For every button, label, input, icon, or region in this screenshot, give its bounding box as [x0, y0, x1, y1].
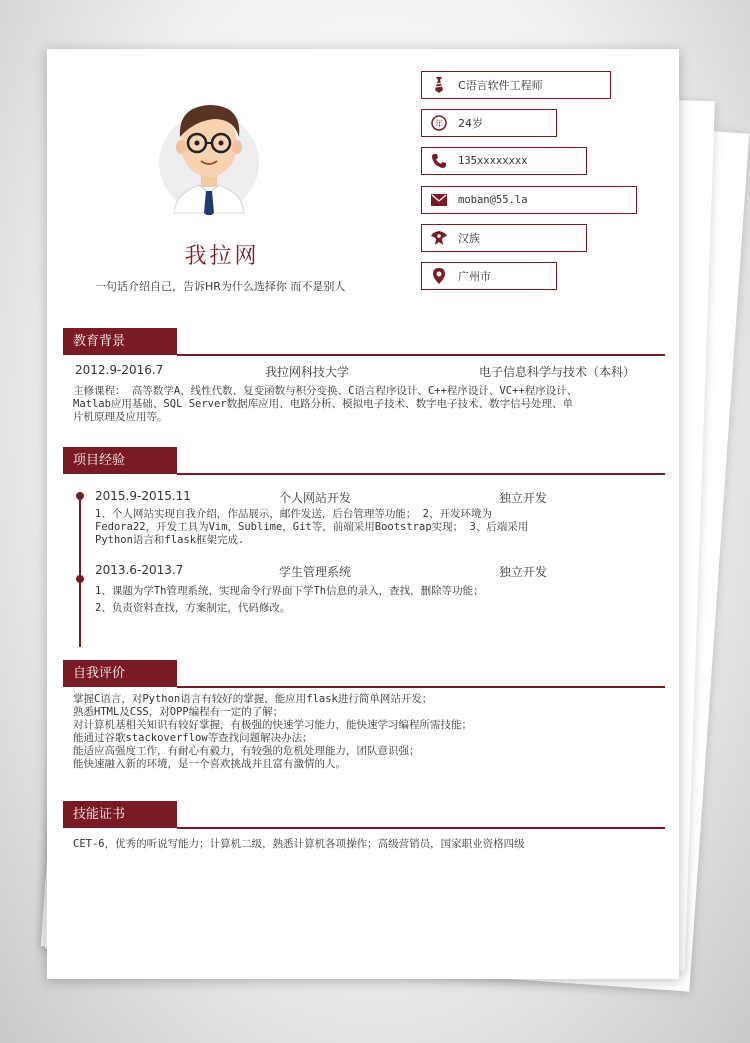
job-title-box [421, 71, 611, 99]
location-icon [430, 267, 448, 285]
section-divider [177, 473, 665, 475]
timeline-dot [76, 575, 84, 583]
section-skills-header: 技能证书 [63, 801, 177, 828]
description-line: 1、个人网站实现自我介绍，作品展示，邮件发送，后台管理等功能； 2、开发环境为 [95, 508, 492, 520]
self-eval-line: 掌握C语言，对Python语言有较好的掌握，能应用flask进行简单网站开发； [73, 693, 433, 705]
description-line: Python语言和flask框架完成. [95, 534, 245, 546]
ethnicity: 汉族 [458, 232, 480, 245]
self-eval-line: 能快速融入新的环境，是一个喜欢挑战并且富有激情的人。 [73, 758, 346, 770]
candidate-name: 我拉网 [184, 244, 260, 269]
section-divider [177, 354, 665, 356]
phone-box [421, 147, 587, 175]
age-box [421, 109, 557, 137]
section-divider [177, 827, 665, 829]
city: 广州市 [458, 270, 491, 283]
education-school: 我拉网科技大学 [265, 365, 350, 379]
job-title: C语言软件工程师 [458, 79, 543, 92]
svg-text:年: 年 [435, 119, 443, 129]
timeline-line [79, 495, 81, 647]
project-description [95, 583, 655, 617]
project-role: 独立开发 [499, 491, 548, 505]
project-description [95, 508, 655, 547]
courses-line: 主修课程： 高等数学A、线性代数、复变函数与积分变换、C语言程序设计、C++程序设计、VC++程序设计、 [73, 385, 578, 397]
section-education-header: 教育背景 [63, 328, 177, 355]
tie-icon [430, 76, 448, 94]
city-box [421, 262, 557, 290]
project-role: 独立开发 [499, 565, 548, 579]
avatar [154, 85, 264, 215]
self-eval-line: 熟悉HTML及CSS，对OPP编程有一定的了解； [73, 706, 284, 718]
mail-icon [430, 191, 448, 209]
section-divider [177, 686, 665, 688]
section-projects-header: 项目经验 [63, 447, 177, 474]
age-icon [430, 114, 448, 132]
description-line: Fedora22，开发工具为Vim，Sublime，Git等，前端采用Bootstrap实现； 3、后端采用 [95, 521, 529, 533]
self-eval-line: 能适应高强度工作，有耐心有毅力，有较强的危机处理能力，团队意识强； [73, 745, 420, 757]
description-line: 2、负责资料查找，方案制定，代码修改。 [95, 602, 291, 614]
education-period: 2012.9-2016.7 [75, 363, 164, 377]
phone: 135xxxxxxxx [458, 154, 528, 167]
timeline-dot [76, 492, 84, 500]
project-period: 2015.9-2015.11 [95, 489, 191, 503]
email-box [421, 186, 637, 214]
self-eval-line: 能通过谷歌stackoverflow等查找问题解决办法； [73, 732, 313, 744]
self-eval-text [73, 693, 665, 771]
education-major: 电子信息科学与技术（本科） [479, 365, 636, 379]
self-intro: 一句话介绍自己，告诉HR为什么选择你 而不是别人 [95, 280, 346, 293]
resume-page [47, 49, 679, 979]
ethnicity-icon [430, 229, 448, 247]
project-period: 2013.6-2013.7 [95, 563, 184, 577]
education-courses [73, 385, 665, 424]
courses-line: 片机原理及应用等。 [73, 411, 168, 423]
section-self-eval-header: 自我评价 [63, 660, 177, 687]
description-line: 1、课题为学Th管理系统，实现命令行界面下学Th信息的录入，查找，删除等功能； [95, 585, 484, 597]
email: moban@55.la [458, 193, 528, 206]
courses-line: Matlab应用基础、SQL Server数据库应用、电路分析、模拟电子技术、数字电子技术、数字信号处理、单 [73, 398, 574, 410]
project-name: 个人网站开发 [279, 491, 352, 505]
skills-text: CET-6，优秀的听说写能力；计算机二级，熟悉计算机各项操作；高级营销员，国家职业资格四级 [73, 838, 525, 850]
self-eval-line: 对计算机基相关知识有较好掌握，有极强的快速学习能力，能快速学习编程所需技能； [73, 719, 472, 731]
phone-icon [430, 152, 448, 170]
project-name: 学生管理系统 [279, 565, 352, 579]
age: 24岁 [458, 117, 483, 130]
ethnicity-box [421, 224, 587, 252]
